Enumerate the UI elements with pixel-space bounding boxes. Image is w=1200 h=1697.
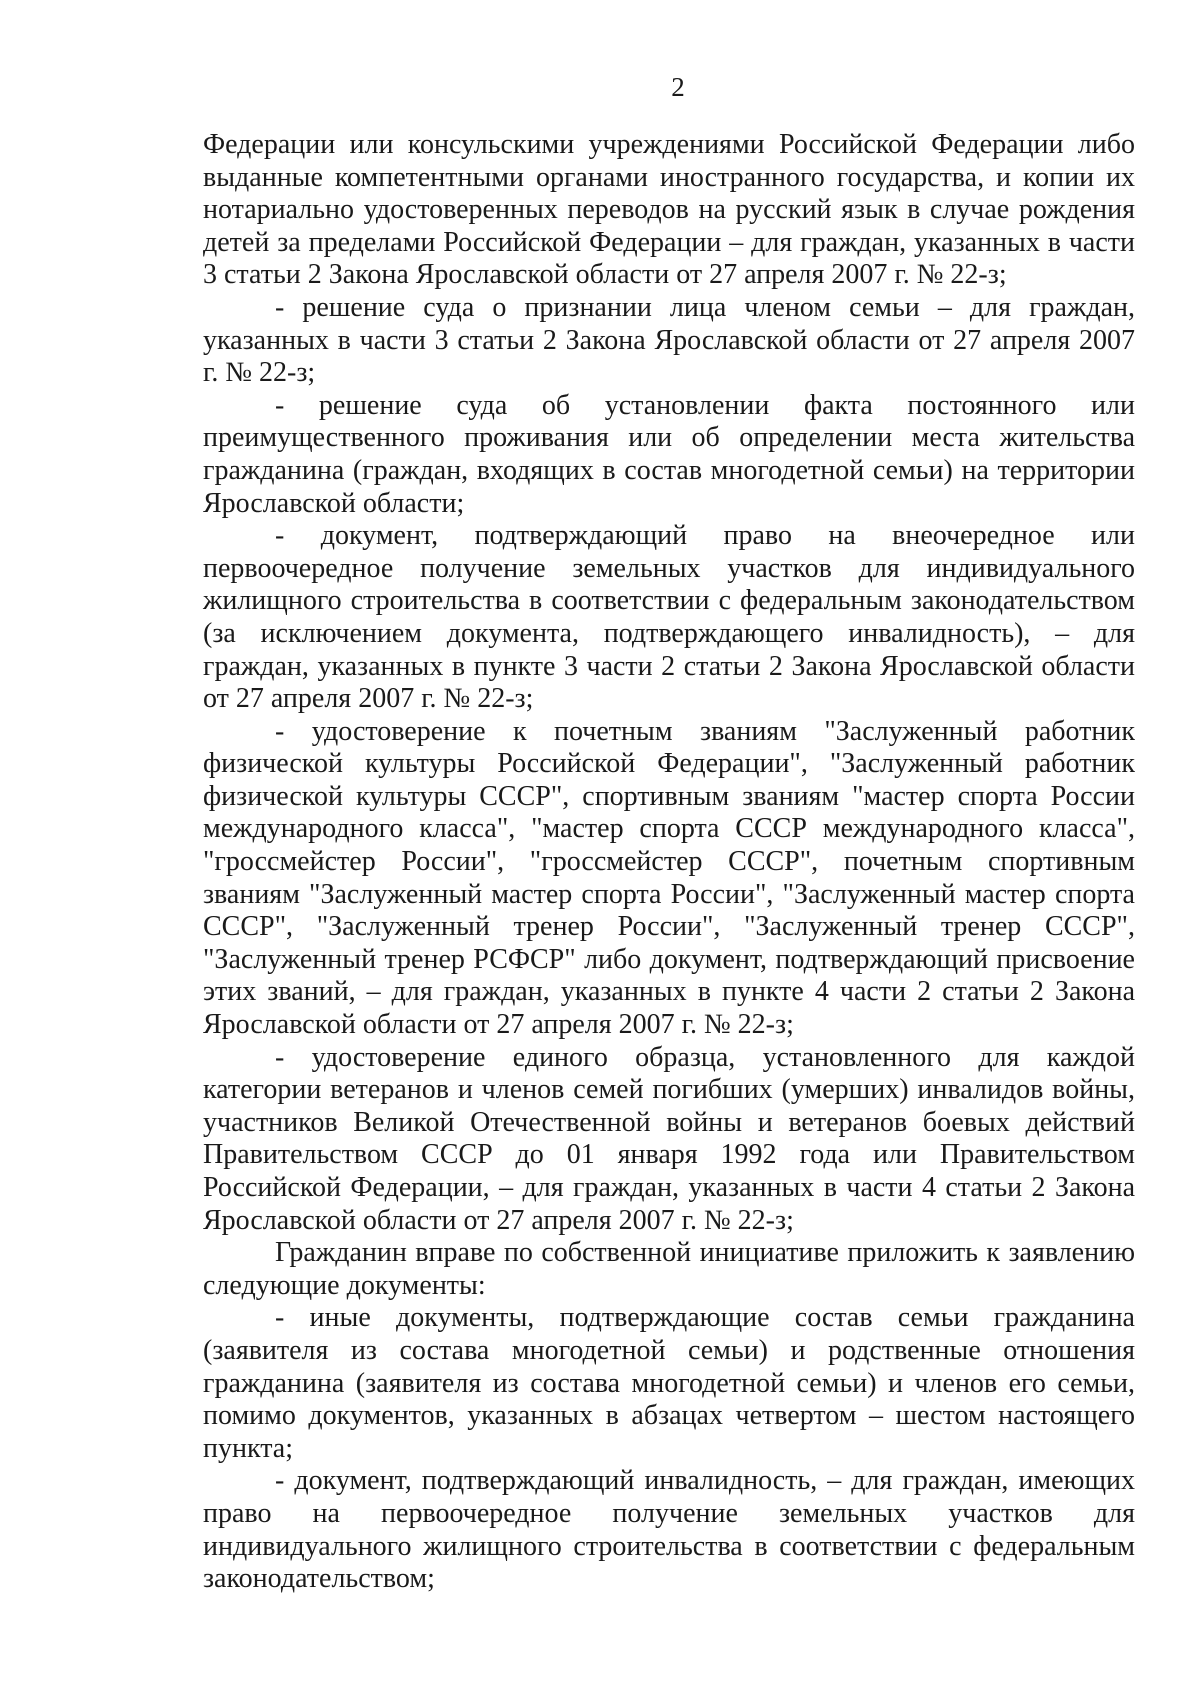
- list-item-veteran-certificate: - удостоверение единого образца, установленного для каждой категории ветеранов и членов семей погибших (умерших) инвалидов войны, участников Великой Отечественной войны и ветеранов боевых действий Правительством СССР до 01 января 1992 года или Правительством Российской Федерации, – для граждан, указанных в части 4 статьи 2 Закона Ярославской области от 27 апреля 2007 г. № 22-з;: [203, 1041, 1135, 1236]
- page-number: 2: [671, 72, 685, 102]
- document-body: [203, 129, 1135, 1596]
- paragraph-optional-documents-intro: Гражданин вправе по собственной инициативе приложить к заявлению следующие документы:: [203, 1237, 1135, 1301]
- list-item-family-composition-documents: - иные документы, подтверждающие состав семьи гражданина (заявителя из состава многодетной семьи) и родственные отношения гражданина (заявителя из состава многодетной семьи) и членов его семьи, помимо документов, указанных в абзацах четвертом – шестом настоящего пункта;: [203, 1302, 1135, 1464]
- paragraph-continuation: Федерации или консульскими учреждениями Российской Федерации либо выданные компетентными органами иностранного государства, и копии их нотариально удостоверенных переводов на русский язык в случае рождения детей за пределами Российской Федерации – для граждан, указанных в части 3 статьи 2 Закона Ярославской области от 27 апреля 2007 г. № 22-з;: [203, 129, 1135, 291]
- list-item-court-decision-residence: - решение суда об установлении факта постоянного или преимущественного проживания или об определении места жительства гражданина (граждан, входящих в состав многодетной семьи) на территории Ярославской области;: [203, 389, 1135, 519]
- list-item-disability-document: - документ, подтверждающий инвалидность, – для граждан, имеющих право на первоочередное получение земельных участков для индивидуального жилищного строительства в соответствии с федеральным законодательством;: [203, 1465, 1135, 1595]
- list-item-court-decision-family: - решение суда о признании лица членом семьи – для граждан, указанных в части 3 статьи 2 Закона Ярославской области от 27 апреля 2007 г. № 22-з;: [203, 291, 1135, 389]
- list-item-priority-right-document: - документ, подтверждающий право на внеочередное или первоочередное получение земельных участков для индивидуального жилищного строительства в соответствии с федеральным законодательством (за исключением документа, подтверждающего инвалидность), – для граждан, указанных в пункте 3 части 2 статьи 2 Закона Ярославской области от 27 апреля 2007 г. № 22-з;: [203, 520, 1135, 715]
- list-item-honorary-titles-certificate: - удостоверение к почетным званиям "Заслуженный работник физической культуры Российской Федерации", "Заслуженный работник физической культуры СССР", спортивным званиям "мастер спорта России международного класса", "мастер спорта СССР международного класса", "гроссмейстер России", "гроссмейстер СССР", почетным спортивным званиям "Заслуженный мастер спорта России", "Заслуженный мастер спорта СССР", "Заслуженный тренер России", "Заслуженный тренер СССР", "Заслуженный тренер РСФСР" либо документ, подтверждающий присвоение этих званий, – для граждан, указанных в пункте 4 части 2 статьи 2 Закона Ярославской области от 27 апреля 2007 г. № 22-з;: [203, 715, 1135, 1041]
